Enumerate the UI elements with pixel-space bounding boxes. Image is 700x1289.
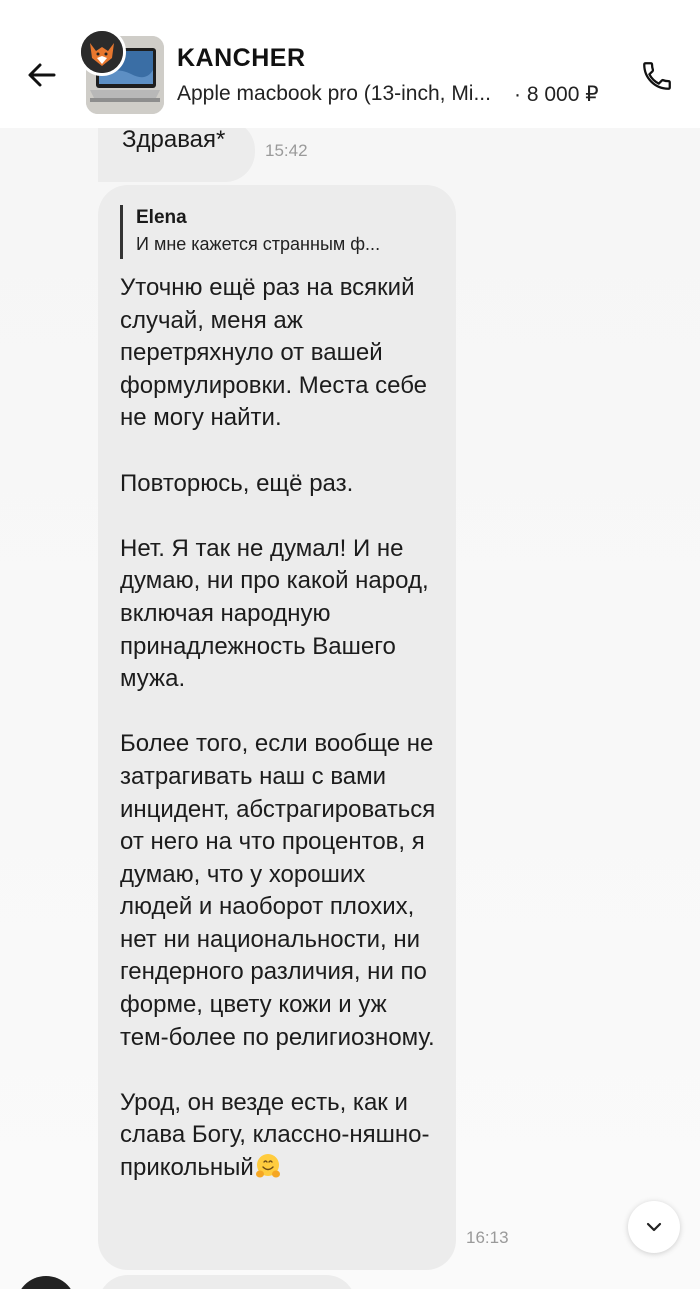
message-paragraph-last bbox=[120, 1087, 440, 1185]
sender-avatar bbox=[16, 1276, 76, 1289]
phone-icon bbox=[640, 59, 674, 93]
message-text: Здравая* bbox=[122, 128, 226, 153]
seller-name[interactable]: KANCHER bbox=[177, 44, 306, 72]
reply-text: И мне кажется странным ф... bbox=[136, 234, 381, 254]
scroll-down-button[interactable] bbox=[628, 1201, 680, 1253]
message-bubble[interactable] bbox=[98, 128, 255, 182]
chevron-down-icon bbox=[643, 1216, 665, 1238]
message-time: 15:42 bbox=[265, 141, 308, 160]
message-text bbox=[120, 272, 440, 1185]
reply-author: Elena bbox=[136, 207, 187, 228]
message-paragraph: Более того, если вообще не затрагивать наш с вами инцидент, абстрагироваться от него на что процентов, я думаю, что у хороших людей и наоборот плохих, нет ни национальности, ни гендерного различия, ни по форме, цвету кожи и уж тем-более по религиозному. bbox=[120, 730, 436, 1051]
listing-price: · 8 000 ₽ bbox=[514, 83, 599, 106]
chat-header bbox=[0, 0, 700, 128]
message-list[interactable] bbox=[0, 128, 700, 1289]
reply-quote[interactable] bbox=[120, 205, 430, 259]
hugging-face-emoji bbox=[254, 1152, 282, 1180]
call-button[interactable] bbox=[636, 55, 678, 97]
message-paragraph: Повторюсь, ещё раз. bbox=[120, 469, 354, 497]
message-paragraph: Уточню ещё раз на всякий случай, меня аж перетряхнуло от вашей формулировки. Места себе не могу найти. bbox=[120, 274, 428, 432]
message-paragraph: Нет. Я так не думал! И не думаю, ни про какой народ, включая народную принадлежность Вашего мужа. bbox=[120, 534, 429, 693]
message-bubble[interactable] bbox=[98, 1275, 356, 1289]
arrow-left-icon bbox=[26, 59, 58, 91]
message-time: 16:13 bbox=[466, 1228, 509, 1247]
message-bubble[interactable] bbox=[98, 185, 456, 1270]
seller-avatar[interactable] bbox=[78, 28, 126, 76]
message-paragraph: Урод, он везде есть, как и слава Богу, классно-няшно-прикольный bbox=[120, 1088, 430, 1182]
listing-title[interactable]: Apple macbook pro (13-inch, Mi... bbox=[177, 82, 491, 105]
back-button[interactable] bbox=[22, 55, 62, 95]
